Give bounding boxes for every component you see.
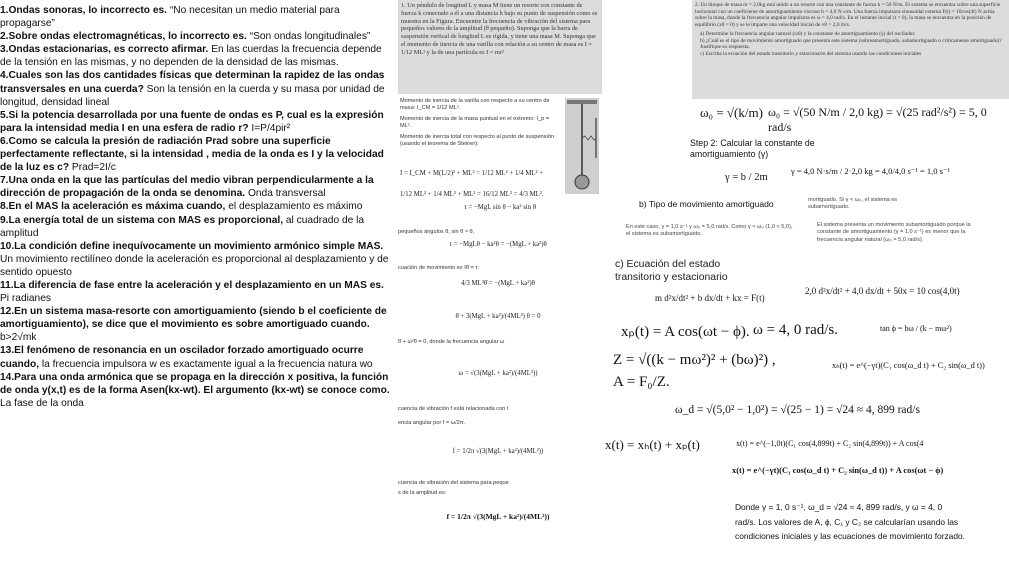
answer-text: al cuadrado de la amplitud xyxy=(0,214,365,239)
note-frequency-small: cuencia de vibración del sistema para peque xyxy=(398,480,509,486)
question-text: 13.El fenómeno de resonancia en un oscilador forzado amortiguado ocurre cuando, xyxy=(0,345,364,370)
pendulum-solution-column xyxy=(398,0,602,567)
eq-gamma-formula: γ = b / 2m xyxy=(725,172,768,183)
question-text: 12.En un sistema masa-resorte con amortiguamiento (siendo b el coeficiente de amortiguamiento), se dice que el movimiento es sobre amortiguado cuando. xyxy=(0,306,387,331)
questions-column xyxy=(0,0,395,571)
note-ip: Momento de inercia de la masa puntual en el extremo: I_p = ML². xyxy=(400,116,550,129)
eq-gamma-value: γ = 4,0 N·s/m / 2·2,0 kg = 4,0/4,0 s⁻¹ = 1,0 s⁻¹ xyxy=(791,166,951,176)
note-angular-frequency: θ̈ + ω²θ = 0, donde la frecuencia angular ω xyxy=(398,339,505,345)
question-item xyxy=(0,200,395,213)
problem-item-b: b) ¿Cuál es el tipo de movimiento amortiguado que presenta este sistema (sobreamortiguado, subamortiguado o críticamente amortiguado)? Justifique su respuesta. xyxy=(700,37,1002,51)
answer-text: b>2√mk xyxy=(0,332,37,344)
damped-oscillator-solution-column xyxy=(605,0,1009,567)
question-item xyxy=(0,240,395,279)
answer-text: “Son ondas longitudinales” xyxy=(246,31,371,43)
question-text: 7.Una onda en la que las partículas del medio vibran perpendicularmente a la dirección de propagación de la onda se denomina. xyxy=(0,175,374,200)
oscillator-problem-text: 2. Un bloque de masa m = 2,0kg está unido a un resorte con una constante de fuerza k = 50 N/m. El sistema se encuentra sobre una superficie horizontal con un coeficiente de amortiguamiento viscoso b = 4,0 N·s/m. Una fuerza impulsora sinusoidal externa F(t) = 10cos(4t) N actúa sobre la masa, donde la frecuencia angular impulsora es ω = 4,0 rad/s. En el instante inicial (t = 0), la masa se encuentra en la posición de equilibrio (x0 = 0) y se le imparte una velocidad inicial de v0 = 2,0 m/s. xyxy=(695,2,1001,29)
question-item xyxy=(0,344,395,370)
question-text: 10.La condición define inequívocamente un movimiento armónico simple MAS. xyxy=(0,240,384,252)
section-b-conclusion: El sistema presenta un movimiento subamortiguado porque la constante de amortiguamiento (γ = 1,0 s⁻¹) es menor que la frecuencia angular natural (ω₀ = 5,0 rad/s). xyxy=(817,222,971,243)
question-text: 11.La diferencia de fase entre la aceleración y el desplazamiento en un MAS es. xyxy=(0,279,384,291)
pendulum-notes xyxy=(400,98,560,148)
answer-text: I=P/4pir² xyxy=(248,122,291,134)
note-amplitude: s de la amplitud es: xyxy=(398,490,447,496)
eq-general-solution-symbolic: x(t) = e^(−γt)(C₁ cos(ω_d t) + C₂ sin(ω_d t)) + A cos(ωt − ϕ) xyxy=(732,466,944,475)
eq-omega: ω = √(3(MgL + ka²)/(4ML²)) xyxy=(458,370,538,377)
eq-particular-solution: xₚ(t) = A cos(ωt − ϕ). xyxy=(621,324,750,340)
question-text: 2.Sobre ondas electromagnéticas, lo incorrecto es. xyxy=(0,31,247,43)
answer-text: Prad=2I/c xyxy=(69,162,116,174)
eq-torque-linear: τ = −MgLθ − ka²θ = −(MgL + ka²)θ xyxy=(449,241,547,248)
eq-inertia-total: 1/12 ML² + 1/4 ML² + ML² = 16/12 ML² = 4/3 ML². xyxy=(400,191,544,198)
answer-text: Pi radianes xyxy=(0,293,51,305)
eq-tan-phi: tan ϕ = bω / (k − mω²) xyxy=(880,324,952,333)
note-icm: Momento de inercia de la varilla con respecto a su centro de masa: I_CM = 1/12 ML². xyxy=(400,98,550,111)
question-text: 9.La energía total de un sistema con MAS es proporcional, xyxy=(0,214,284,226)
answer-text: Un movimiento rectilíneo donde la aceleración es proporcional al desplazamiento y de sentido opuesto xyxy=(0,253,389,278)
eq-homogeneous-solution: xₕ(t) = e^(−γt)(C₁ cos(ω_d t) + C₂ sin(ω_d t)) xyxy=(832,361,985,370)
question-text: 5.Si la potencia desarrollada por una fuente de ondas es P, cual es la expresión para la intensidad media I en una esfera de radio r? xyxy=(0,109,384,134)
question-text: 1.Ondas sonoras, lo incorrecto es. xyxy=(0,5,168,16)
question-text: 8.En el MAS la aceleración es máxima cuando, xyxy=(0,201,226,213)
section-b-title: b) Tipo de movimiento amortiguado xyxy=(639,199,774,209)
answer-text: La fase de la onda xyxy=(0,397,84,409)
eq-frequency: f = 1/2π √(3(MgL + ka²)/(4ML²)) xyxy=(452,448,544,455)
question-text: 3.Ondas estacionarias, es correcto afirmar. xyxy=(0,44,209,56)
note-equation-of-motion: cuación de movimiento es Iθ̈ = τ: xyxy=(398,265,480,271)
question-item xyxy=(0,43,395,69)
answer-text: la frecuencia impulsora w es exactamente igual a la frecuencia natura wo xyxy=(39,358,373,370)
question-item xyxy=(0,305,395,344)
note-frequency-def: encia angular por f = ω/2π. xyxy=(398,420,466,426)
question-item xyxy=(0,214,395,240)
eq-amplitude: A = F₀/Z. xyxy=(613,374,670,390)
pendulum-problem-scan xyxy=(398,0,602,94)
eq-omega0-formula: ω₀ = √(k/m) xyxy=(700,105,763,120)
eq-omega0-value: ω₀ = √(50 N/m / 2,0 kg) = √(25 rad²/s²) = 5, 0 rad/s xyxy=(768,105,987,134)
answer-text: el desplazamiento es máximo xyxy=(225,201,363,213)
eq-motion-normalized: θ̈ + 3(MgL + ka²)/(4ML²) θ = 0 xyxy=(455,313,541,320)
eq-impedance: Z = √((k − mω²)² + (bω)²) , xyxy=(613,352,776,368)
answer-text: Onda transversal xyxy=(245,188,326,200)
question-item xyxy=(0,109,395,135)
eq-damped-frequency: ω_d = √(5,0² − 1,0²) = √(25 − 1) = √24 ≈ 4, 899 rad/s xyxy=(675,404,920,416)
oscillator-problem-scan xyxy=(692,0,1009,99)
section-c-title: c) Ecuación del estado transitorio y estacionario xyxy=(615,259,728,283)
eq-frequency-final: f = 1/2π √(3(MgL + ka²)/(4ML²)) xyxy=(446,512,550,521)
question-item xyxy=(0,4,395,30)
note-frequency-relation: cuencia de vibración f está relacionada con l xyxy=(398,406,509,412)
eq-motion-general: m d²x/dt² + b dx/dt + kx = F(t) xyxy=(655,293,765,303)
question-item xyxy=(0,30,395,43)
eq-general-solution: x(t) = xₕ(t) + xₚ(t) xyxy=(605,437,700,452)
question-text: 4.Cuales son las dos cantidades físicas que determinan la rapidez de las ondas transversales en una cuerda? xyxy=(0,70,385,95)
step2-title: Step 2: Calcular la constante de amortiguamiento (γ) xyxy=(690,138,815,159)
eq-motion-numeric: 2,0 d²x/dt² + 4,0 dx/dt + 50x = 10 cos(4,0t) xyxy=(805,286,960,296)
eq-driving-omega: ω = 4, 0 rad/s. xyxy=(753,322,838,338)
note-small-angles: pequeños ángulos θ, sin θ ≈ θ, xyxy=(398,229,475,235)
eq-inertia-sum: I = I_CM + M(L/2)² + ML² = 1/12 ML² + 1/4 ML² + xyxy=(400,170,544,177)
question-item xyxy=(0,174,395,200)
problem-item-c: c) Escriba la ecuación del estado transitorio y estacionario del sistema usando las condiciones iniciales xyxy=(700,50,922,57)
final-note: Donde γ = 1, 0 s⁻¹, ω_d = √24 ≈ 4, 899 rad/s, y ω = 4, 0 rad/s. Los valores de A, ϕ, C₁ y C₂ se calcularían usando las condiciones iniciales y las ecuaciones de movimiento forzado. xyxy=(735,502,965,541)
answer-text: Son la tensión en la cuerda y su masa por unidad de longitud, densidad lineal xyxy=(0,83,385,108)
answer-text: En las cuerdas la frecuencia depende de la tensión en las mismas, y no dependen de la densidad de las mismas. xyxy=(0,44,382,69)
eq-torque: τ = −MgL sin θ − ka² sin θ xyxy=(464,204,536,211)
answer-text: “No necesitan un medio material para propagarse” xyxy=(0,5,340,30)
pendulum-figure xyxy=(565,98,599,194)
question-item xyxy=(0,135,395,174)
question-item xyxy=(0,371,395,410)
question-text: 14.Para una onda armónica que se propaga en la dirección x positiva, la función de onda y(x,t) es de la forma Asen(kx-wt). El argumento (kx-wt) se conoce como. xyxy=(0,371,390,396)
eq-motion: 4/3 ML²θ̈ = −(MgL + ka²)θ xyxy=(461,280,535,287)
note-steiner: Momento de inercia total con respecto al punto de suspensión (usando el teorema de Steiner): xyxy=(400,134,554,147)
section-b-comparison: En este caso, γ = 1,0 s⁻¹ y ω₀ = 5,0 rad/s. Como γ < ω₀ (1,0 < 5,0), el sistema es subamortiguado. xyxy=(626,224,793,238)
problem-item-a: a) Determine la frecuencia angular natural (ω0) y la constante de amortiguamiento (γ) del oscilador. xyxy=(700,30,916,37)
eq-general-solution-numeric: x(t) = e^(−1,0t)(C₁ cos(4,899t) + C₂ sin(4,899t)) + A cos(4 xyxy=(736,439,924,448)
section-b-side-note: mortiguado. Si γ < ω₀, el sistema es subamortiguado. xyxy=(808,197,898,211)
pendulum-problem-text: 1. Un péndulo de longitud L y masa M tiene un resorte con constante de fuerza k conectado a él a una distancia h bajo su punto de suspensión como se muestra en la Figura. Encuentre la frecuencia de vibración del sistema para pequeños valores de la amplitud (θ pequeño). Suponga que la barra de suspensión vertical de longitud L es rígida, y tiene una masa M. Suponga que el momento de inercia de una varilla con relación a su centro de masa es I = 1/12 ML² y la de una partícula es I = mr² xyxy=(401,2,598,56)
question-item xyxy=(0,69,395,108)
question-text: 6.Como se calcula la presión de radiación Prad sobre una superficie perfectamente reflectante, si la intensidad , media de la onda es I y la velocidad de la luz es c? xyxy=(0,135,384,174)
question-item xyxy=(0,279,395,305)
